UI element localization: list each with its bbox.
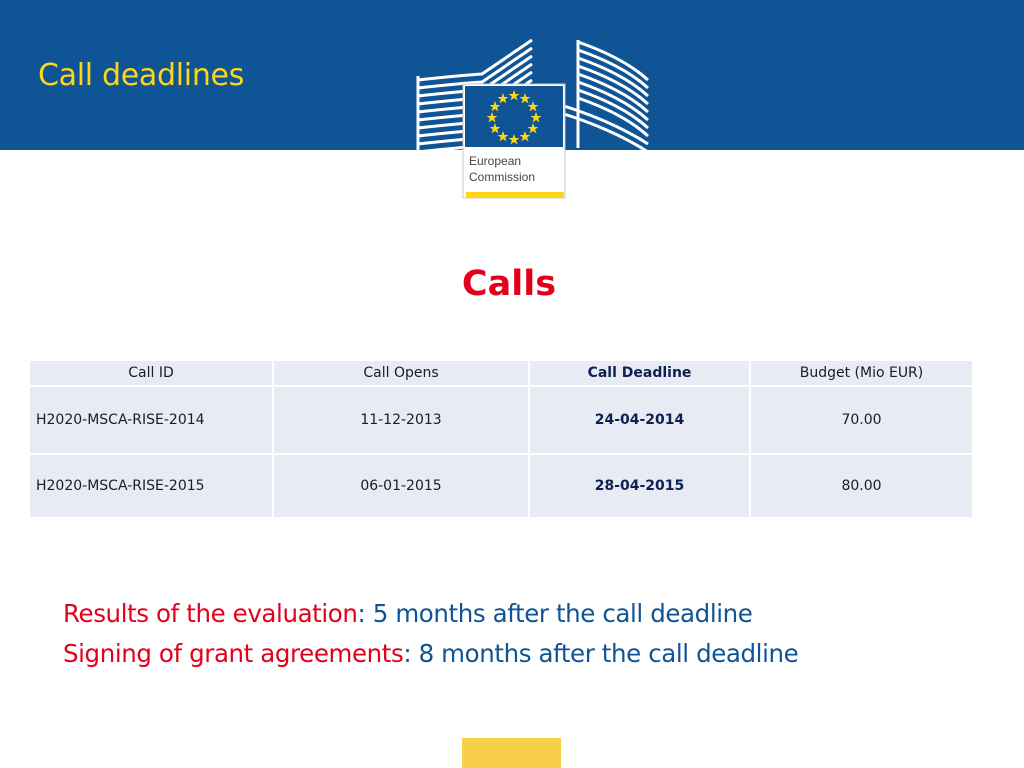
cell-call-id: H2020-MSCA-RISE-2015 — [29, 454, 273, 518]
note-text: : 5 months after the call deadline — [357, 599, 753, 628]
note-label: Results of the evaluation — [63, 599, 358, 628]
footer-accent-block — [462, 738, 561, 768]
note-label: Signing of grant agreements — [63, 639, 404, 668]
slide-title: Call deadlines — [38, 58, 245, 93]
table-header-row — [29, 360, 973, 386]
calls-heading: Calls — [461, 264, 557, 304]
european-commission-logo — [414, 36, 650, 200]
commission-building-icon — [414, 36, 650, 200]
header-call-deadline: Call Deadline — [529, 360, 750, 386]
cell-budget: 70.00 — [750, 386, 973, 454]
cell-call-deadline: 28-04-2015 — [529, 454, 750, 518]
header-call-id: Call ID — [29, 360, 273, 386]
notes-block — [63, 594, 798, 674]
calls-table — [28, 359, 974, 519]
logo-line-2: Commission — [469, 170, 536, 184]
logo-line-1: European — [469, 154, 522, 168]
note-line — [63, 634, 798, 674]
table-row — [29, 454, 973, 518]
cell-call-deadline: 24-04-2014 — [529, 386, 750, 454]
cell-call-id: H2020-MSCA-RISE-2014 — [29, 386, 273, 454]
header-budget: Budget (Mio EUR) — [750, 360, 973, 386]
cell-budget: 80.00 — [750, 454, 973, 518]
note-line — [63, 594, 798, 634]
note-text: : 8 months after the call deadline — [403, 639, 799, 668]
cell-call-opens: 06-01-2015 — [273, 454, 529, 518]
header-call-opens: Call Opens — [273, 360, 529, 386]
table-row — [29, 386, 973, 454]
cell-call-opens: 11-12-2013 — [273, 386, 529, 454]
